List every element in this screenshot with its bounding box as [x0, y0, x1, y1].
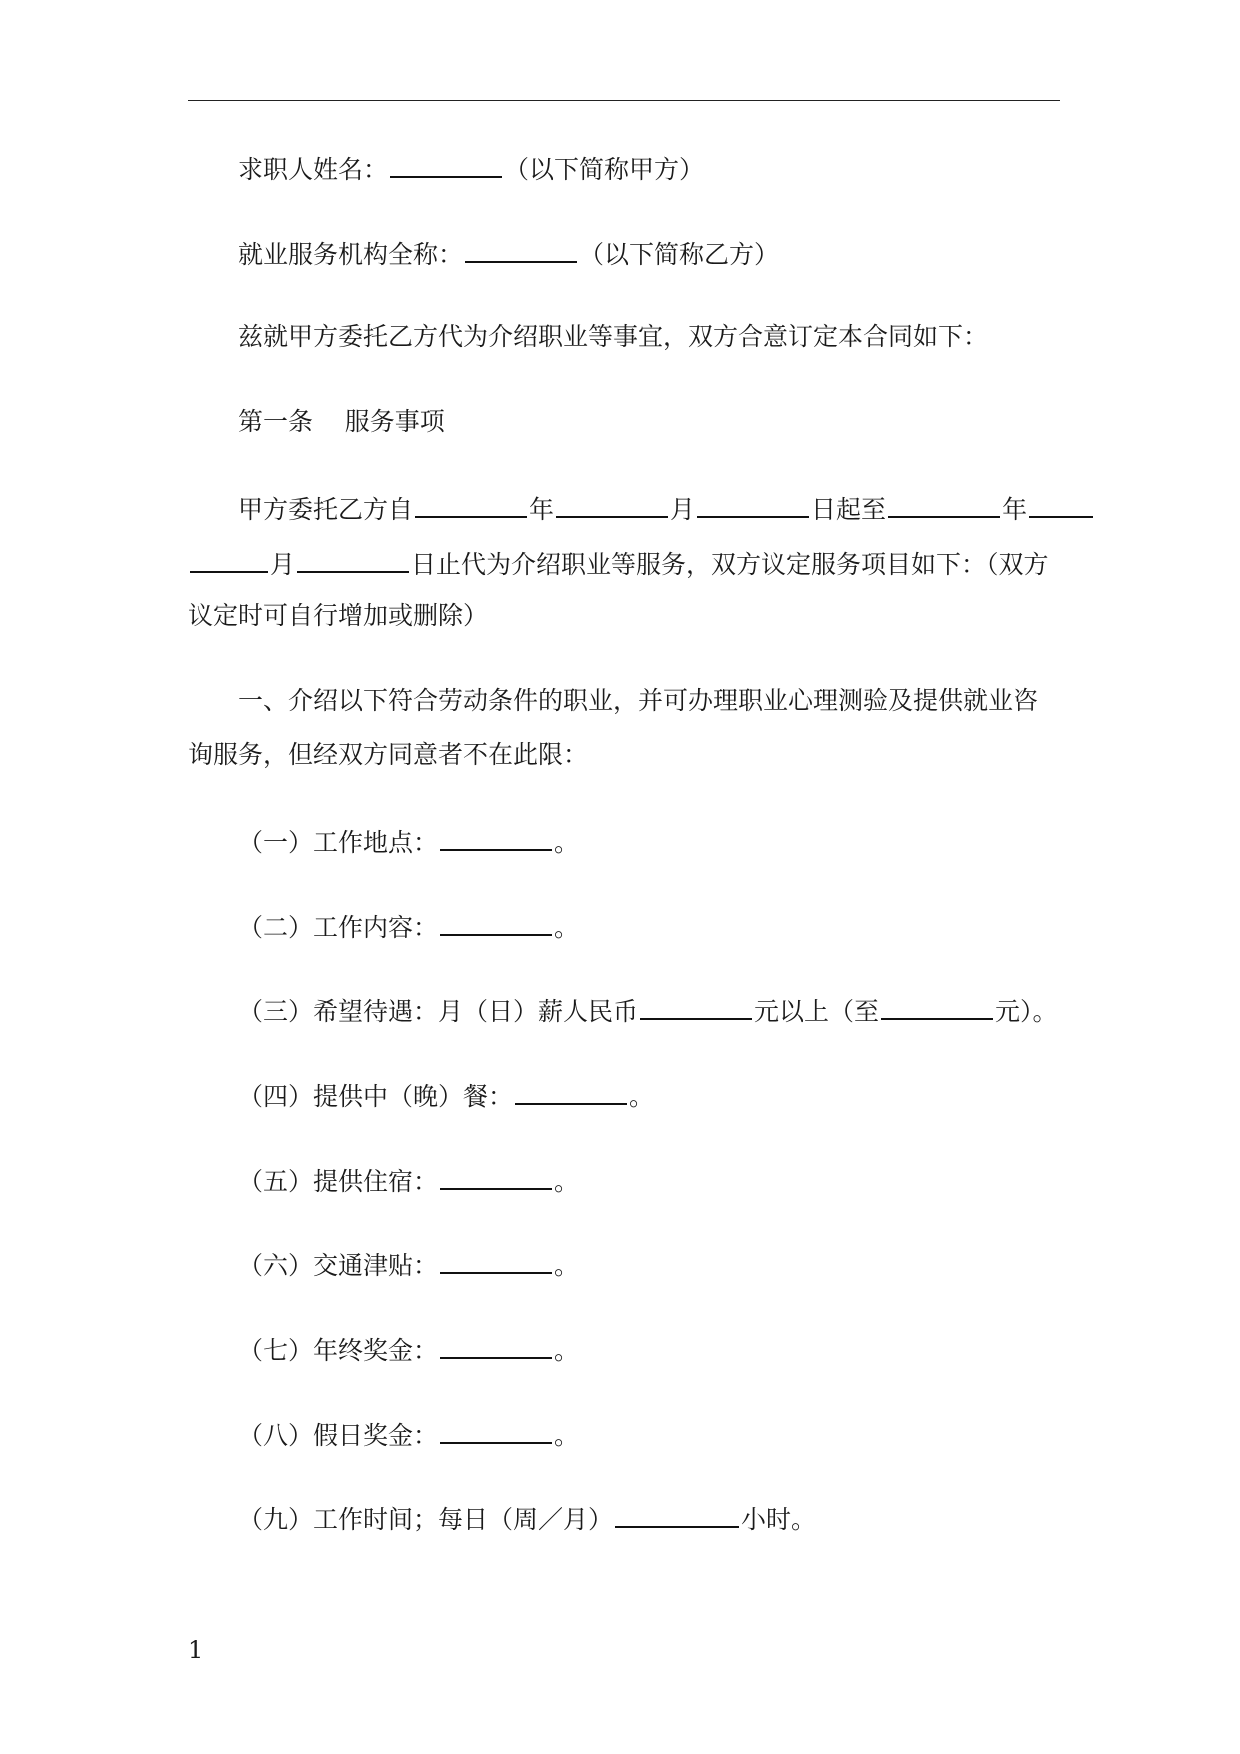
- label: 就业服务机构全称：: [238, 240, 464, 269]
- holiday-bonus-blank[interactable]: [440, 1416, 552, 1444]
- item-work-content: （二）工作内容： 。: [238, 908, 579, 945]
- service-period-note: 议定时可自行增加或删除）: [188, 601, 489, 630]
- text: （以下简称乙方）: [579, 240, 780, 269]
- clause-one-line: 一、介绍以下符合劳动条件的职业，并可办理职业心理测验及提供就业咨: [238, 686, 1039, 715]
- service-period-line-cont: 月 日止代为介绍职业等服务，双方议定服务项目如下：（双方: [188, 545, 1049, 582]
- year-end-bonus-blank[interactable]: [440, 1331, 552, 1359]
- agency-name-blank[interactable]: [465, 235, 577, 263]
- work-location-blank[interactable]: [440, 823, 552, 851]
- label: 求职人姓名：: [238, 155, 389, 184]
- applicant-name-blank[interactable]: [390, 150, 502, 178]
- preamble-line: 兹就甲方委托乙方代为介绍职业等事宜，双方合意订定本合同如下：: [238, 322, 989, 351]
- meals-blank[interactable]: [515, 1077, 627, 1105]
- work-content-blank[interactable]: [440, 908, 552, 936]
- item-year-end-bonus: （七）年终奖金： 。: [238, 1331, 579, 1368]
- item-holiday-bonus: （八）假日奖金： 。: [238, 1416, 579, 1453]
- accommodation-blank[interactable]: [440, 1162, 552, 1190]
- agency-name-line: [238, 235, 779, 272]
- article-one-heading: 第一条 服务事项: [238, 407, 445, 436]
- transport-allowance-blank[interactable]: [440, 1246, 552, 1274]
- end-year-blank[interactable]: [888, 490, 1000, 518]
- salary-max-blank[interactable]: [881, 992, 993, 1020]
- start-year-blank[interactable]: [415, 490, 527, 518]
- header-rule: [188, 100, 1060, 101]
- item-work-location: （一）工作地点： 。: [238, 823, 579, 860]
- start-day-blank[interactable]: [697, 490, 809, 518]
- item-accommodation: （五）提供住宿： 。: [238, 1162, 579, 1199]
- clause-one-line-cont: 询服务，但经双方同意者不在此限：: [188, 740, 589, 769]
- applicant-name-line: [238, 150, 704, 187]
- end-month-blank-part2[interactable]: [190, 545, 268, 573]
- end-month-blank-part1[interactable]: [1029, 490, 1093, 518]
- text: （以下简称甲方）: [504, 155, 705, 184]
- item-expected-salary: （三）希望待遇：月（日）薪人民币 元以上（至 元）。: [238, 992, 1058, 1029]
- item-transport-allowance: （六）交通津贴： 。: [238, 1246, 579, 1283]
- page-number: 1: [188, 1636, 204, 1664]
- start-month-blank[interactable]: [556, 490, 668, 518]
- item-working-hours: （九）工作时间；每日（周／月） 小时。: [238, 1500, 816, 1537]
- item-meals: （四）提供中（晚）餐： 。: [238, 1077, 654, 1114]
- salary-min-blank[interactable]: [640, 992, 752, 1020]
- service-period-line: 甲方委托乙方自 年 月 日起至 年: [238, 490, 1095, 527]
- working-hours-blank[interactable]: [615, 1500, 739, 1528]
- end-day-blank[interactable]: [297, 545, 409, 573]
